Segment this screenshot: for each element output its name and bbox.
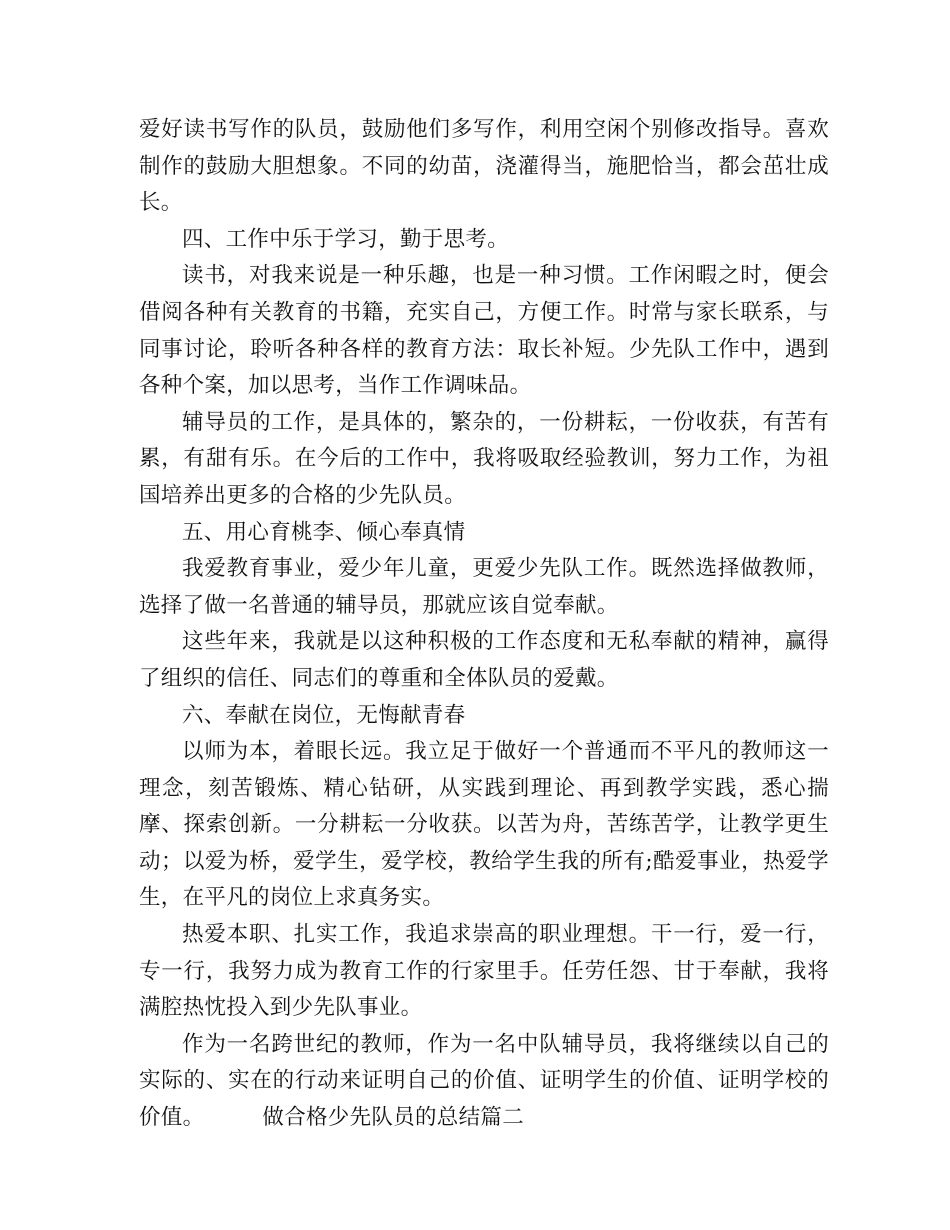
paragraph-1: 爱好读书写作的队员，鼓励他们多写作，利用空闲个别修改指导。喜欢制作的鼓励大胆想象。不同的幼苗，浇灌得当，施肥恰当，都会茁壮成长。 (139, 117, 829, 216)
paragraph-3: 读书，对我来说是一种乐趣，也是一种习惯。工作闲暇之时，便会借阅各种有关教育的书籍，充实自己，方便工作。时常与家长联系，与同事讨论，聆听各种各样的教育方法：取长补短。少先队工作中，遇到各种个案，加以思考，当作工作调味品。 (139, 263, 829, 399)
paragraph-11-text: 作为一名跨世纪的教师，作为一名中队辅导员，我将继续以自己的实际的、实在的行动来证明自己的价值、证明学生的价值、证明学校的价值。 (139, 1031, 829, 1131)
next-section-title: 做合格少先队员的总结篇二 (262, 1105, 525, 1131)
paragraph-10: 热爱本职、扎实工作，我追求崇高的职业理想。干一行，爱一行，专一行，我努力成为教育工作的行家里手。任劳任怨、甘于奉献，我将满腔热忱投入到少先队事业。 (139, 922, 829, 1021)
document-body (139, 112, 829, 1137)
section-heading-5: 五、用心育桃李、倾心奉真情 (182, 519, 466, 545)
paragraph-11 (139, 1027, 829, 1137)
paragraph-7: 这些年来，我就是以这种积极的工作态度和无私奉献的精神，赢得了组织的信任、同志们的尊重和全体队员的爱戴。 (139, 629, 829, 691)
paragraph-4: 辅导员的工作，是具体的，繁杂的，一份耕耘，一份收获，有苦有累，有甜有乐。在今后的工作中，我将吸取经验教训，努力工作，为祖国培养出更多的合格的少先队员。 (139, 409, 829, 508)
section-heading-4: 四、工作中乐于学习，勤于思考。 (182, 226, 510, 252)
paragraph-9: 以师为本，着眼长远。我立足于做好一个普通而不平凡的教师这一理念，刻苦锻炼、精心钻研，从实践到理论、再到教学实践，悉心揣摩、探索创新。一分耕耘一分收获。以苦为舟，苦练苦学，让教学更生动；以爱为桥，爱学生，爱学校，教给学生我的所有;酷爱事业，热爱学生，在平凡的岗位上求真务实。 (139, 739, 829, 911)
section-heading-6: 六、奉献在岗位，无悔献青春 (182, 702, 466, 728)
paragraph-6: 我爱教育事业，爱少年儿童，更爱少先队工作。既然选择做教师，选择了做一名普通的辅导员，那就应该自觉奉献。 (139, 556, 829, 618)
